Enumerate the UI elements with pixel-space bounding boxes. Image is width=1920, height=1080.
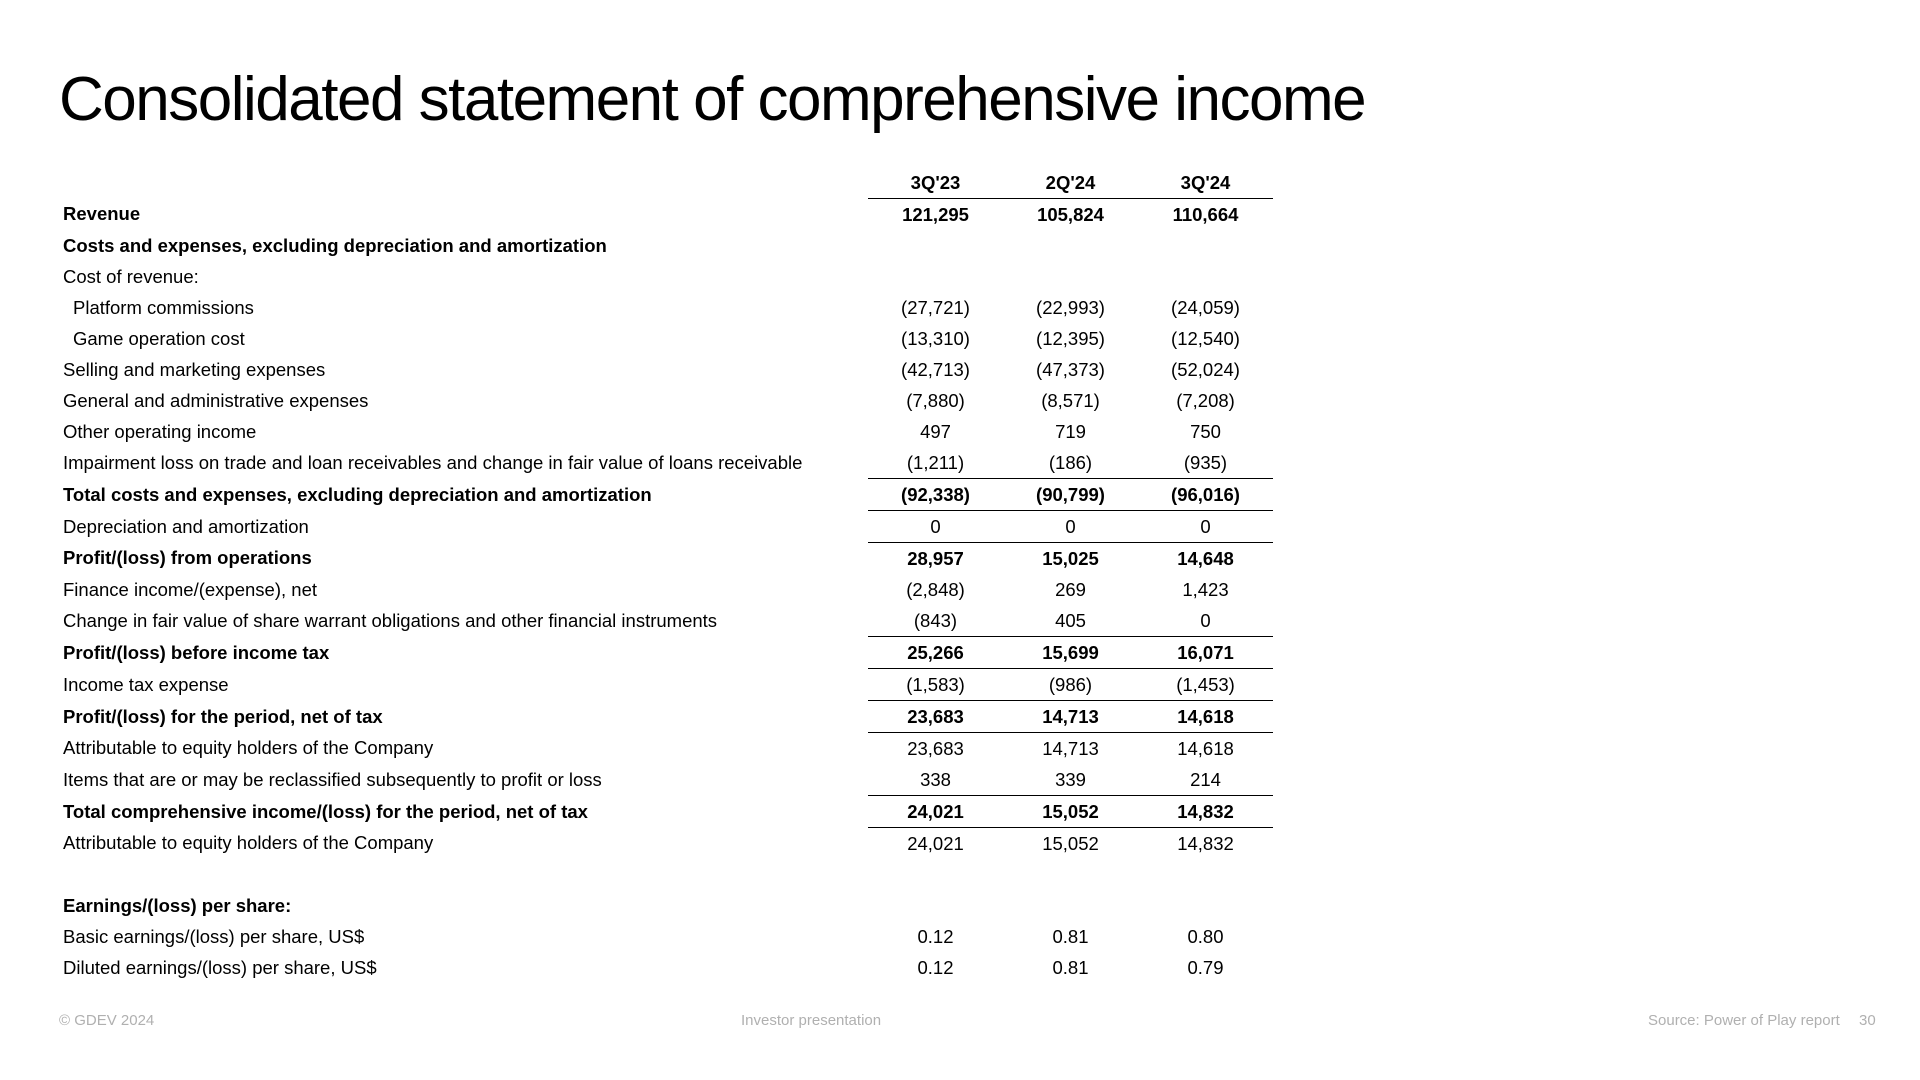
table-row	[60, 199, 1273, 231]
table-row	[60, 543, 1273, 575]
value-cell	[1138, 890, 1273, 921]
value-cell: 14,832	[1177, 832, 1234, 854]
value-cell: (1,211)	[906, 451, 965, 473]
value-cell: 25,266	[868, 637, 1003, 669]
value-cell: 339	[1055, 768, 1086, 790]
value-cell	[1003, 859, 1138, 890]
row-label: Selling and marketing expenses	[63, 358, 326, 380]
table-row	[60, 764, 1273, 796]
row-label: Revenue	[63, 203, 141, 225]
table-header-row	[60, 167, 1273, 199]
value-cell: (90,799)	[1003, 479, 1138, 511]
value-cell	[868, 261, 1003, 292]
value-cell: 338	[920, 768, 951, 790]
value-cell: (1,453)	[1176, 673, 1235, 695]
value-cell: (1,583)	[906, 673, 965, 695]
value-cell	[868, 890, 1003, 921]
row-label: Change in fair value of share warrant obligations and other financial instruments	[63, 609, 718, 631]
value-cell: 28,957	[868, 543, 1003, 575]
table-row	[60, 385, 1273, 416]
value-cell: 14,648	[1138, 543, 1273, 575]
value-cell: 16,071	[1138, 637, 1273, 669]
table-row	[60, 733, 1273, 765]
table-row	[60, 574, 1273, 605]
row-label: Cost of revenue:	[63, 265, 199, 287]
value-cell: (92,338)	[868, 479, 1003, 511]
value-cell	[1138, 859, 1273, 890]
footer-source: Source: Power of Play report	[1648, 1012, 1840, 1029]
value-cell: 750	[1190, 420, 1221, 442]
value-cell: (986)	[1048, 673, 1093, 695]
value-cell: 24,021	[868, 796, 1003, 828]
value-cell: 14,713	[1003, 701, 1138, 733]
page-number: 30	[1859, 1012, 1876, 1029]
table-row	[60, 479, 1273, 511]
value-cell: 0.80	[1187, 925, 1224, 947]
value-cell: 15,052	[1042, 832, 1099, 854]
value-cell	[1138, 230, 1273, 261]
column-header: 3Q'24	[1138, 167, 1273, 199]
value-cell: 719	[1055, 420, 1086, 442]
row-label: Costs and expenses, excluding depreciation and amortization	[63, 234, 607, 256]
value-cell: 1,423	[1182, 578, 1229, 600]
value-cell: (13,310)	[901, 327, 970, 349]
value-cell: 15,025	[1003, 543, 1138, 575]
table-body	[60, 199, 1273, 984]
value-cell: 0.12	[917, 925, 954, 947]
value-cell: (8,571)	[1041, 389, 1100, 411]
value-cell: 14,832	[1138, 796, 1273, 828]
value-cell	[1003, 230, 1138, 261]
table-row	[60, 890, 1273, 921]
value-cell: (96,016)	[1138, 479, 1273, 511]
table-row	[60, 323, 1273, 354]
table-row	[60, 416, 1273, 447]
table-row	[60, 605, 1273, 637]
row-label: Income tax expense	[63, 673, 229, 695]
value-cell	[1003, 890, 1138, 921]
value-cell: (12,540)	[1171, 327, 1240, 349]
row-label: Profit/(loss) before income tax	[63, 641, 330, 663]
value-cell: (2,848)	[906, 578, 965, 600]
value-cell: 15,699	[1003, 637, 1138, 669]
value-cell: (42,713)	[901, 358, 970, 380]
value-cell: (7,880)	[906, 389, 965, 411]
value-cell: (27,721)	[901, 296, 970, 318]
value-cell: (47,373)	[1036, 358, 1105, 380]
table-row	[60, 828, 1273, 860]
table-row	[60, 701, 1273, 733]
value-cell: 269	[1055, 578, 1086, 600]
table-row	[60, 637, 1273, 669]
value-cell: (935)	[1183, 451, 1228, 473]
value-cell: 23,683	[907, 737, 964, 759]
table-row	[60, 511, 1273, 543]
table-row	[60, 292, 1273, 323]
value-cell: (843)	[913, 609, 958, 631]
value-cell	[1138, 261, 1273, 292]
income-statement-table	[60, 167, 1273, 983]
value-cell	[1003, 261, 1138, 292]
table-row	[60, 447, 1273, 479]
value-cell: (52,024)	[1171, 358, 1240, 380]
value-cell: (12,395)	[1036, 327, 1105, 349]
value-cell: 0	[1200, 515, 1211, 537]
value-cell: 0.81	[1052, 956, 1089, 978]
row-label: General and administrative expenses	[63, 389, 369, 411]
value-cell: 0	[1065, 515, 1076, 537]
table-row	[60, 354, 1273, 385]
value-cell: 110,664	[1172, 203, 1239, 225]
value-cell: 24,021	[907, 832, 964, 854]
header-label-cell	[60, 167, 868, 199]
column-header: 2Q'24	[1003, 167, 1138, 199]
row-label: Total comprehensive income/(loss) for the period, net of tax	[63, 800, 588, 822]
row-label: Depreciation and amortization	[63, 515, 309, 537]
value-cell: 0.79	[1187, 956, 1224, 978]
table-row	[60, 796, 1273, 828]
value-cell: 405	[1055, 609, 1086, 631]
value-cell: (24,059)	[1171, 296, 1240, 318]
value-cell: 214	[1190, 768, 1221, 790]
value-cell: (186)	[1048, 451, 1093, 473]
row-label: Impairment loss on trade and loan receivables and change in fair value of loans receivable	[63, 451, 803, 473]
value-cell: (7,208)	[1176, 389, 1235, 411]
row-label: Other operating income	[63, 420, 257, 442]
table-row	[60, 952, 1273, 983]
footer-copyright: © GDEV 2024	[59, 1012, 155, 1029]
column-header: 3Q'23	[868, 167, 1003, 199]
value-cell: 0.81	[1052, 925, 1089, 947]
row-label: Items that are or may be reclassified subsequently to profit or loss	[63, 768, 602, 790]
row-label: Profit/(loss) for the period, net of tax	[63, 705, 383, 727]
row-label: Attributable to equity holders of the Company	[63, 832, 434, 854]
value-cell: 0.12	[917, 956, 954, 978]
value-cell: 105,824	[1037, 203, 1104, 225]
value-cell: 23,683	[868, 701, 1003, 733]
row-label: Profit/(loss) from operations	[63, 547, 312, 569]
page-title: Consolidated statement of comprehensive income	[59, 65, 1366, 134]
value-cell: 14,618	[1138, 701, 1273, 733]
footer-presentation-label: Investor presentation	[741, 1012, 882, 1029]
row-label: Attributable to equity holders of the Company	[63, 737, 434, 759]
row-label: Game operation cost	[73, 327, 245, 349]
value-cell: 0	[930, 515, 941, 537]
row-label: Earnings/(loss) per share:	[63, 894, 292, 916]
value-cell: 14,618	[1177, 737, 1234, 759]
row-label: Diluted earnings/(loss) per share, US$	[63, 956, 377, 978]
value-cell: 497	[920, 420, 951, 442]
table-row	[60, 921, 1273, 952]
value-cell: 0	[1200, 609, 1211, 631]
value-cell: 14,713	[1042, 737, 1099, 759]
value-cell	[868, 230, 1003, 261]
row-label: Total costs and expenses, excluding depreciation and amortization	[63, 483, 652, 505]
row-label: Finance income/(expense), net	[63, 578, 317, 600]
value-cell	[868, 859, 1003, 890]
table-row	[60, 261, 1273, 292]
spacer-row	[60, 859, 1273, 890]
row-label: Basic earnings/(loss) per share, US$	[63, 925, 365, 947]
table-row	[60, 230, 1273, 261]
row-label: Platform commissions	[73, 296, 254, 318]
row-label	[60, 859, 868, 890]
value-cell: 15,052	[1003, 796, 1138, 828]
table-row	[60, 669, 1273, 701]
value-cell: (22,993)	[1036, 296, 1105, 318]
value-cell: 121,295	[902, 203, 969, 225]
